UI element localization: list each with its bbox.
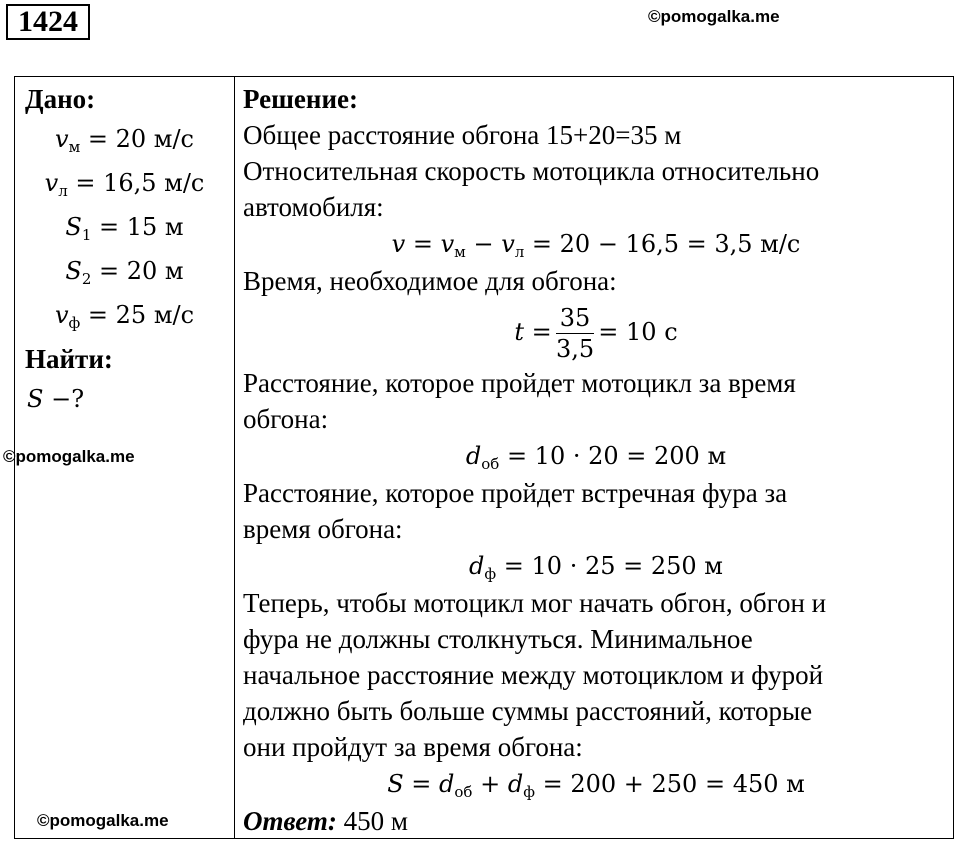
- find-heading: Найти:: [25, 344, 113, 374]
- watermark-middle: ©pomogalka.me: [3, 447, 135, 466]
- text-line: фура не должны столкнуться. Минимальное: [243, 624, 753, 654]
- text-line: Теперь, чтобы мотоцикл мог начать обгон, обгон и: [243, 588, 827, 618]
- solution-column: [243, 77, 949, 839]
- given-item: $S_1 = 15$ м: [65, 213, 184, 244]
- text-line: автомобиля:: [243, 192, 384, 222]
- answer-label: Ответ:: [243, 806, 337, 836]
- text-line: они пройдут за время обгона:: [243, 732, 583, 762]
- answer-line: [243, 803, 949, 839]
- given-heading: Дано:: [25, 84, 96, 114]
- watermark-bottom: ©pomogalka.me: [37, 811, 169, 830]
- find-item: S −?: [27, 385, 85, 413]
- given-item: $S_2 = 20$ м: [65, 257, 184, 288]
- given-column: [15, 77, 234, 421]
- answer-value: 450 м: [336, 806, 408, 836]
- formula-time: t = $\frac{35}{3,5}$ = 10 с: [514, 304, 678, 363]
- text-line: Относительная скорость мотоцикла относительно: [243, 156, 820, 186]
- text-line: время обгона:: [243, 514, 403, 544]
- formula-moto-distance: $d_{об} = 10 \cdot 20 = 200$ м: [465, 442, 727, 473]
- text-line: Общее расстояние обгона 15+20=35 м: [243, 120, 682, 150]
- text-line: Расстояние, которое пройдет встречная фура за: [243, 478, 788, 508]
- fraction: $\frac{35}{3,5}$: [555, 304, 595, 363]
- watermark-top: ©pomogalka.me: [648, 7, 780, 26]
- text-line: обгона:: [243, 404, 329, 434]
- problem-number: 1424: [6, 4, 90, 40]
- text-line: Расстояние, которое пройдет мотоцикл за время: [243, 368, 796, 398]
- formula-relative-speed: $v = v_м - v_л = 20 - 16,5 = 3,5$ м/с: [391, 230, 801, 261]
- formula-truck-distance: $d_ф = 10 \cdot 25 = 250$ м: [469, 552, 723, 583]
- text-line: Время, необходимое для обгона:: [243, 266, 617, 296]
- column-divider: [234, 77, 235, 838]
- given-item: $v_л = 16,5$ м/с: [44, 169, 205, 200]
- given-item: $v_ф = 25$ м/с: [54, 301, 195, 332]
- text-line: начальное расстояние между мотоциклом и фурой: [243, 660, 824, 690]
- formula-total-distance: $S = d_{об} + d_ф = 200 + 250 = 450$ м: [387, 770, 805, 801]
- solution-table: [3, 76, 954, 839]
- given-item: $v_м = 20$ м/с: [55, 125, 194, 156]
- solution-heading: Решение:: [243, 84, 358, 114]
- text-line: должно быть больше суммы расстояний, которые: [243, 696, 813, 726]
